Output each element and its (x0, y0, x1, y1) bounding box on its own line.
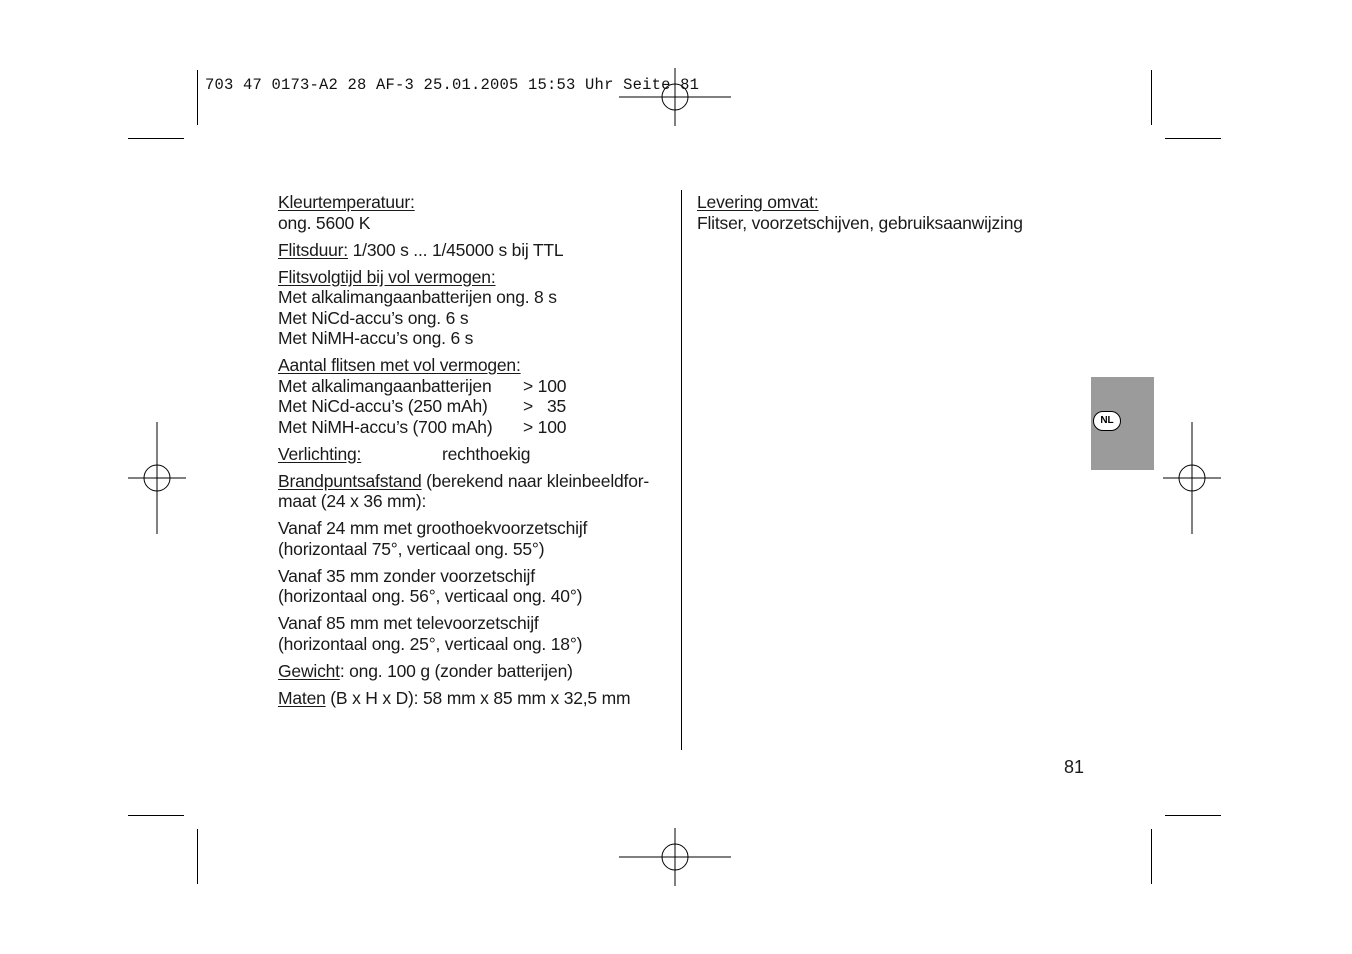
flash-count-value: > 35 (523, 396, 567, 416)
color-temperature-value: ong. 5600 K (278, 212, 371, 233)
recycle-time-label: Flitsvolgtijd bij vol vermogen: (278, 266, 496, 287)
flash-count-name: Met alkalimangaanbatterijen (278, 375, 492, 396)
print-slug: 703 47 0173-A2 28 AF-3 25.01.2005 15:53 Uhr Seite 81 (205, 76, 700, 94)
recycle-time (278, 267, 668, 349)
crop-mark (1151, 70, 1152, 125)
crop-mark (1165, 138, 1221, 139)
delivery-label: Levering omvat: (697, 192, 819, 212)
column-divider (681, 190, 682, 750)
range-item (278, 518, 668, 559)
focal-length-label: Brandpuntsafstand (278, 470, 422, 491)
dimensions-label: Maten (278, 687, 326, 708)
color-temperature-label: Kleurtemperatuur: (278, 192, 415, 212)
flash-count-value: > 100 (523, 375, 567, 396)
weight (278, 661, 668, 682)
range-line: (horizontaal ong. 25°, verticaal ong. 18°) (278, 633, 583, 654)
page-number: 81 (1064, 757, 1085, 777)
flash-count-label: Aantal flitsen met vol vermogen: (278, 355, 521, 375)
specs-column-left (278, 192, 668, 715)
flash-duration-label: Flitsduur: (278, 239, 348, 260)
flash-count-name: Met NiMH-accu’s (700 mAh) (278, 416, 493, 437)
illumination-value: rechthoekig (442, 443, 531, 464)
flash-duration-value: 1/300 s ... 1/45000 s bij TTL (347, 239, 564, 260)
range-item (278, 566, 668, 607)
crop-mark (197, 829, 198, 884)
focal-length (278, 471, 668, 512)
crop-mark (128, 138, 184, 139)
flash-count-name: Met NiCd-accu’s (250 mAh) (278, 396, 488, 416)
registration-mark-right (1163, 422, 1221, 534)
focal-length-text: (berekend naar kleinbeeldfor- (421, 470, 649, 491)
registration-mark-bottom (619, 828, 731, 886)
range-line: (horizontaal ong. 56°, verticaal ong. 40°) (278, 586, 583, 606)
delivery-value: Flitser, voorzetschijven, gebruiksaanwijzing (697, 212, 1023, 233)
weight-label: Gewicht (278, 660, 340, 681)
range-line: Vanaf 35 mm zonder voorzetschijf (278, 565, 535, 586)
dimensions (278, 688, 668, 709)
crop-mark (128, 815, 184, 816)
illumination-label: Verlichting: (278, 443, 362, 464)
recycle-time-line: Met NiCd-accu’s ong. 6 s (278, 307, 469, 328)
flash-count-row (278, 376, 668, 397)
color-temperature (278, 192, 668, 233)
registration-mark-left (128, 422, 186, 534)
range-line: (horizontaal 75°, verticaal ong. 55°) (278, 538, 545, 559)
recycle-time-line: Met alkalimangaanbatterijen ong. 8 s (278, 287, 557, 307)
recycle-time-line: Met NiMH-accu’s ong. 6 s (278, 328, 474, 348)
flash-count-row (278, 396, 668, 417)
flash-duration (278, 240, 668, 261)
crop-mark (1151, 829, 1152, 884)
crop-mark (197, 70, 198, 125)
focal-length-text: maat (24 x 36 mm): (278, 491, 427, 511)
crop-mark (1165, 815, 1221, 816)
dimensions-value: (B x H x D): 58 mm x 85 mm x 32,5 mm (325, 687, 631, 708)
language-badge: NL (1093, 411, 1121, 431)
range-line: Vanaf 85 mm met televoorzetschijf (278, 613, 539, 633)
range-line: Vanaf 24 mm met groothoekvoorzetschijf (278, 518, 588, 538)
range-item (278, 613, 668, 654)
flash-count-row (278, 417, 668, 438)
illumination (278, 444, 668, 465)
weight-value: : ong. 100 g (zonder batterijen) (339, 660, 573, 681)
specs-column-right (697, 192, 1097, 233)
flash-count (278, 355, 668, 437)
flash-count-value: > 100 (523, 416, 567, 437)
